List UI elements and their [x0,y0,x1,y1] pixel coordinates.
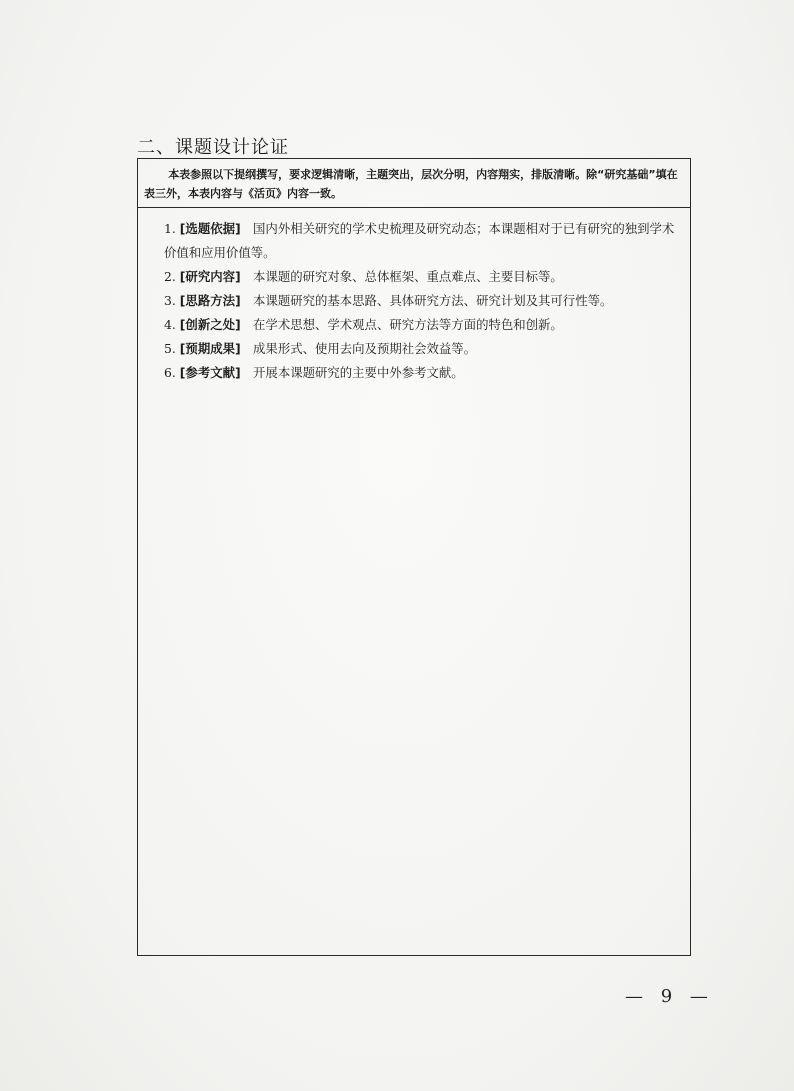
item-heading: [预期成果] [179,341,241,356]
item-description: 本课题的研究对象、总体框架、重点难点、主要目标等。 [240,269,563,284]
item-description: 开展本课题研究的主要中外参考文献。 [240,365,464,380]
item-heading: [选题依据] [179,221,241,236]
outline-item-references [142,361,684,385]
item-heading: [思路方法] [179,293,241,308]
item-description: 成果形式、使用去向及预期社会效益等。 [240,341,477,356]
outline-item-approach-methods [142,289,684,313]
item-description: 国内外相关研究的学术史梳理及研究动态；本课题相对于已有研究的独到学术价值和应用价值等。 [164,221,675,260]
item-description: 本课题研究的基本思路、具体研究方法、研究计划及其可行性等。 [240,293,613,308]
item-description: 在学术思想、学术观点、研究方法等方面的特色和创新。 [240,317,563,332]
item-number: 6. [164,365,180,380]
item-number: 5. [164,341,180,356]
design-argument-form [137,158,691,956]
outline-item-topic-basis [142,217,684,265]
outline-item-research-content [142,265,684,289]
form-instructions: 本表参照以下提纲撰写，要求逻辑清晰，主题突出，层次分明，内容翔实，排版清晰。除“研究基础”填在表三外，本表内容与《活页》内容一致。 [138,159,690,208]
outline-items [138,217,690,385]
item-heading: [研究内容] [179,269,241,284]
page-number: — 9 — [625,986,714,1007]
item-number: 4. [164,317,180,332]
item-heading: [创新之处] [179,317,241,332]
section-title: 二、课题设计论证 [137,137,289,158]
item-heading: [参考文献] [179,365,241,380]
item-number: 2. [164,269,180,284]
outline-item-innovation [142,313,684,337]
item-number: 3. [164,293,180,308]
item-number: 1. [164,221,180,236]
outline-item-expected-results [142,337,684,361]
